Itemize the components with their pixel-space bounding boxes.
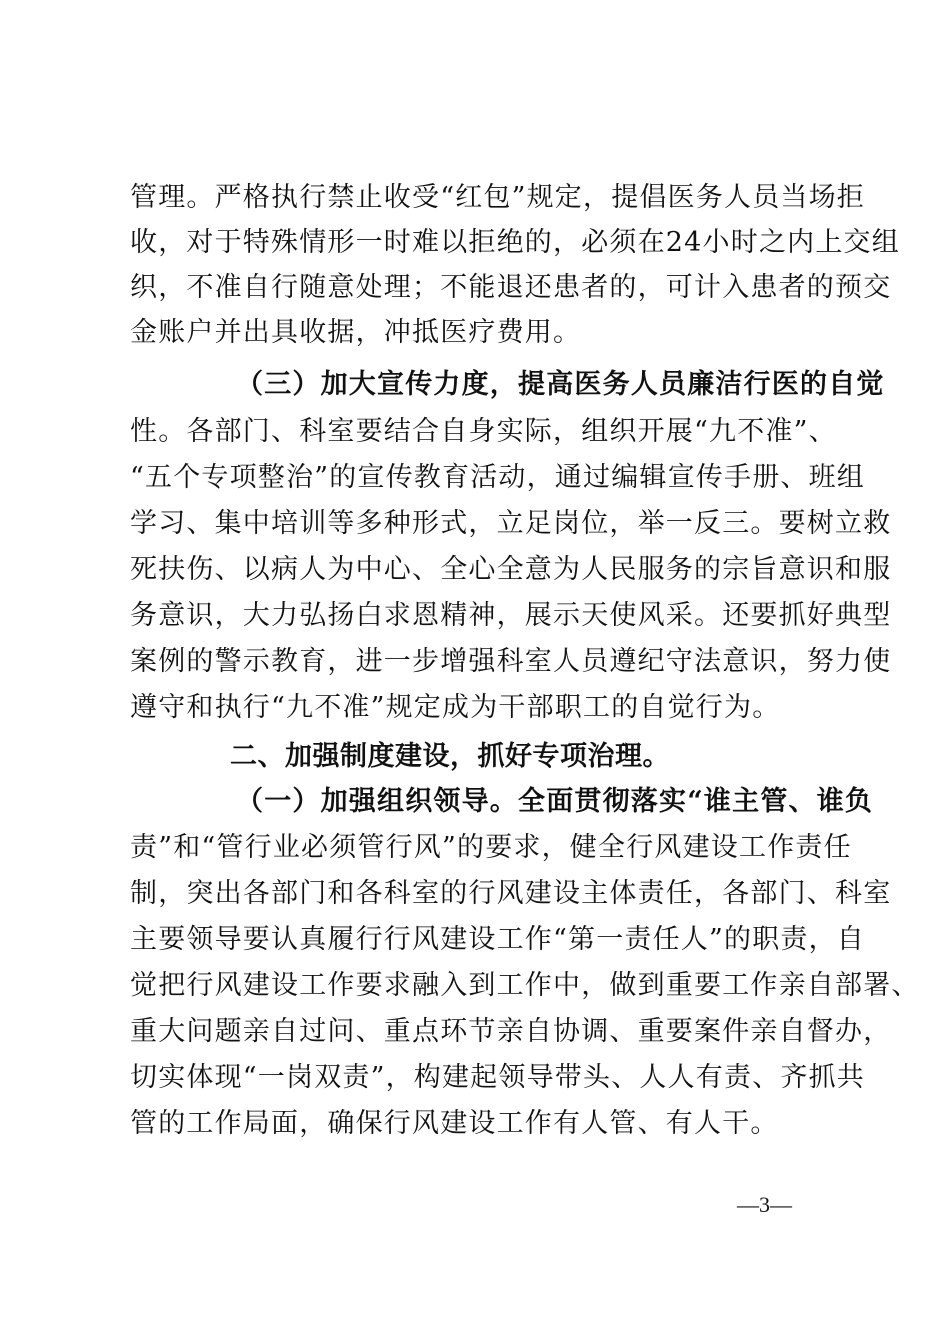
paragraph-line: 学习、集中培训等多种形式，立足岗位，举一反三。要树立救 (130, 508, 892, 539)
paragraph-line: 务意识，大力弘扬白求恩精神，展示天使风采。还要抓好典型 (130, 600, 892, 631)
paragraph-line: 案例的警示教育，进一步增强科室人员遵纪守法意识，努力使 (130, 646, 892, 677)
paragraph-line: 制，突出各部门和各科室的行风建设主体责任，各部门、科室 (130, 878, 892, 909)
paragraph-line: “五个专项整治”的宣传教育活动，通过编辑宣传手册、班组 (130, 462, 866, 493)
section-2-heading: 二、加强制度建设，抓好专项治理。 (230, 741, 670, 772)
page-number: —3— (737, 1192, 792, 1217)
paragraph-line: 重大问题亲自过问、重点环节亲自协调、重要案件亲自督办， (130, 1016, 892, 1047)
paragraph-line: 金账户并出具收据，冲抵医疗费用。 (130, 317, 582, 348)
paragraph-line: 责”和“管行业必须管行风”的要求，健全行风建设工作责任 (130, 832, 852, 863)
subsection-1-heading: （一）加强组织领导。全面贯彻落实“谁主管、谁负 (236, 786, 874, 817)
paragraph-line: 觉把行风建设工作要求融入到工作中，做到重要工作亲自部署、 (130, 970, 920, 1001)
section-3-heading: （三）加大宣传力度，提高医务人员廉洁行医的自觉 (236, 369, 885, 400)
paragraph-line: 织，不准自行随意处理；不能退还患者的，可计入患者的预交 (130, 272, 892, 303)
paragraph-line: 管的工作局面，确保行风建设工作有人管、有人干。 (130, 1108, 779, 1139)
paragraph-line: 死扶伤、以病人为中心、全心全意为人民服务的宗旨意识和服 (130, 554, 892, 585)
paragraph-line: 遵守和执行“九不准”规定成为干部职工的自觉行为。 (130, 692, 781, 723)
paragraph-line: 切实体现“一岗双责”，构建起领导带头、人人有责、齐抓共 (130, 1062, 866, 1093)
paragraph-line: 主要领导要认真履行行风建设工作“第一责任人”的职责，自 (130, 924, 866, 955)
paragraph-line: 性。各部门、科室要结合自身实际，组织开展“九不准”、 (130, 416, 837, 447)
paragraph-line: 管理。严格执行禁止收受“红包”规定，提倡医务人员当场拒 (130, 182, 866, 213)
paragraph-line: 收，对于特殊情形一时难以拒绝的，必须在24小时之内上交组 (130, 227, 900, 258)
